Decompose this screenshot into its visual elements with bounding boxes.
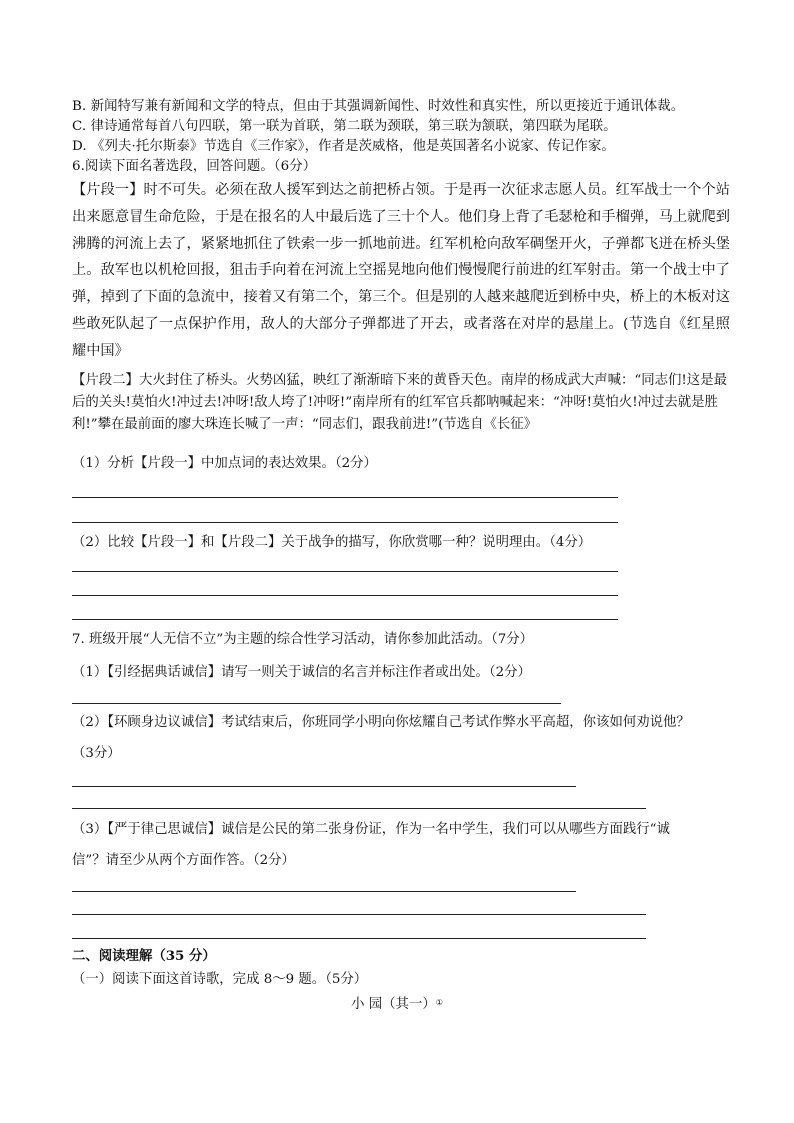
- q7-stem: 7. 班级开展“人无信不立”为主题的综合性学习活动，请你参加此活动。（7分）: [72, 632, 534, 647]
- q6-fragment-1: 【片段一】时不可失。必须在敌人援军到达之前把桥占领。于是再一次征求志愿人员。红军战士一个个站出来愿意冒生命危险，于是在报名的人中最后选了三十个人。他们身上背了毛瑟枪和手榴弹，马上就爬到沸腾的河流上去了，紧紧地抓住了铁索一步一抓地前进。红军机枪向敌军碉堡开火，子弹都飞迸在桥头堡上。敌军也以机枪回报，狙击手向着在河流上空摇晃地向他们慢慢爬行前进的红军射击。第一个战士中了弹，掉到了下面的急流中，接着又有第二个，第三个。但是别的人越来越爬近到桥中央，桥上的木板对这些敢死队起了一点保护作用，敌人的大部分子弹都进了开去，或者落在对岸的悬崖上。(节选自《红星照耀中国》: [72, 182, 730, 359]
- option-c: C. 律诗通常每首八句四联，第一联为首联，第二联为颈联，第三联为颔联，第四联为尾联。: [72, 119, 617, 134]
- q6-sub-question-2: （2）比较【片段一】和【片段二】关于战争的描写，你欣赏哪一种？说明理由。（4分）: [72, 535, 592, 550]
- poem-note-marker: ①: [435, 998, 443, 1007]
- section-heading: 二、阅读理解（35 分）: [72, 948, 216, 964]
- q6-stem: 6.阅读下面名著选段，回答问题。（6分）: [72, 159, 317, 174]
- q7-sub-question-2-points: （3分）: [72, 746, 121, 761]
- answer-line[interactable]: [72, 497, 618, 498]
- answer-line[interactable]: [72, 786, 576, 787]
- q7-sub-question-3-cont: 信”？请至少从两个方面作答。（2分）: [72, 853, 295, 868]
- answer-line[interactable]: [72, 891, 576, 892]
- answer-line[interactable]: [72, 522, 618, 523]
- option-b: B. 新闻特写兼有新闻和文学的特点，但由于其强调新闻性、时效性和真实性，所以更接近于通讯体裁。: [72, 99, 685, 114]
- q6-fragment-2: 【片段二】大火封住了桥头。火势凶猛，映红了渐渐暗下来的黄昏天色。南岸的杨成武大声喊：“同志们!这是最后的关头!莫怕火!冲过去!冲呀!敌人垮了!冲呀!”南岸所有的红军官兵都呐喊起来：“冲呀!莫怕火!冲过去就是胜利!”攀在最前面的廖大珠连长喊了一声：“同志们，跟我前进!”(节选自《长征》: [72, 373, 727, 432]
- q7-sub-question-3: （3）【严于律己思诚信】诚信是公民的第二张身份证，作为一名中学生，我们可以从哪些方面践行“诚: [72, 822, 670, 837]
- poem-title-text: 小 园（其一）: [351, 997, 436, 1012]
- q6-sub-question-1: （1）分析【片段一】中加点词的表达效果。（2分）: [72, 456, 377, 471]
- answer-line[interactable]: [72, 619, 618, 620]
- answer-line[interactable]: [72, 571, 618, 572]
- answer-line[interactable]: [72, 595, 618, 596]
- q7-sub-question-2: （2）【环顾身边议诚信】考试结束后，你班同学小明向你炫耀自己考试作弊水平高超，你该如何劝说他？: [72, 715, 690, 730]
- poem-title: [0, 996, 794, 1014]
- q7-sub-question-1: （1）【引经据典话诚信】请写一则关于诚信的名言并标注作者或出处。（2分）: [72, 665, 531, 680]
- answer-line[interactable]: [72, 808, 646, 809]
- answer-line[interactable]: [72, 938, 646, 939]
- section-part-1-instruction: （一）阅读下面这首诗歌，完成 8～9 题。（5分）: [72, 972, 368, 987]
- option-d: D. 《列夫·托尔斯泰》节选自《三作家》，作者是茨威格，他是英国著名小说家、传记作家。: [72, 139, 615, 154]
- answer-line[interactable]: [72, 703, 561, 704]
- answer-line[interactable]: [72, 914, 646, 915]
